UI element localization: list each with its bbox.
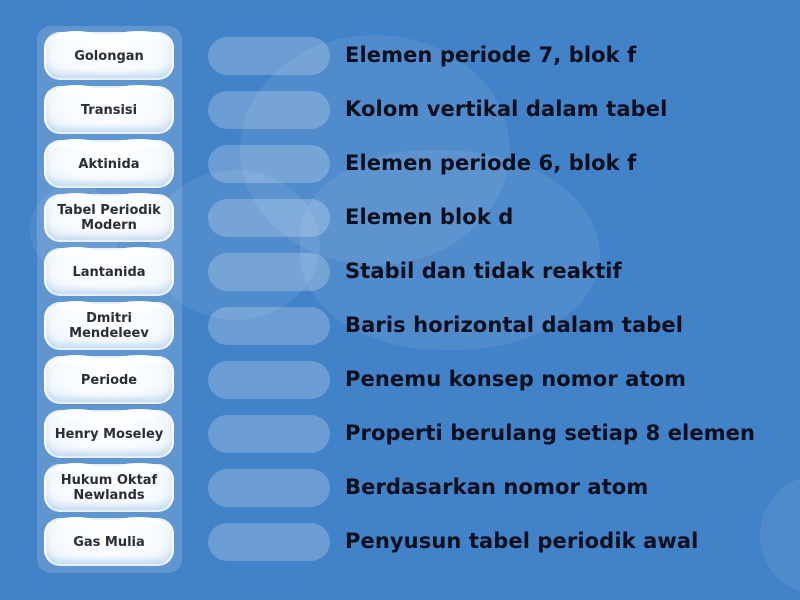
drop-slot-6[interactable] [208, 307, 330, 345]
drop-slot-7[interactable] [208, 361, 330, 399]
answer-card-lantanida[interactable] [46, 250, 172, 294]
question-prompt-9: Berdasarkan nomor atom [345, 475, 649, 499]
answer-card-label: Tabel Periodik Modern [57, 203, 161, 233]
answer-card-label: Dmitri Mendeleev [69, 311, 149, 341]
drop-slot-5[interactable] [208, 253, 330, 291]
answer-card-tabel-periodik-modern[interactable] [46, 196, 172, 240]
answer-card-label: Lantanida [72, 264, 146, 280]
drop-slot-4[interactable] [208, 199, 330, 237]
question-prompt-2: Kolom vertikal dalam tabel [345, 97, 668, 121]
drop-slot-9[interactable] [208, 469, 330, 507]
background-cloud [760, 475, 800, 595]
question-prompt-1: Elemen periode 7, blok f [345, 43, 637, 67]
drop-slot-8[interactable] [208, 415, 330, 453]
question-prompt-8: Properti berulang setiap 8 elemen [345, 421, 756, 445]
answer-card-aktinida[interactable] [46, 142, 172, 186]
answer-card-transisi[interactable] [46, 88, 172, 132]
drop-slot-1[interactable] [208, 37, 330, 75]
question-prompt-4: Elemen blok d [345, 205, 514, 229]
answer-card-henry-moseley[interactable] [46, 412, 172, 456]
drop-slot-10[interactable] [208, 523, 330, 561]
answer-card-label: Transisi [80, 102, 138, 118]
answer-card-golongan[interactable] [46, 34, 172, 78]
answer-card-label: Henry Moseley [54, 426, 164, 442]
question-prompt-6: Baris horizontal dalam tabel [345, 313, 684, 337]
answer-card-label: Gas Mulia [73, 534, 145, 550]
question-prompt-7: Penemu konsep nomor atom [345, 367, 687, 391]
question-prompt-3: Elemen periode 6, blok f [345, 151, 637, 175]
drop-slot-2[interactable] [208, 91, 330, 129]
question-prompt-5: Stabil dan tidak reaktif [345, 259, 622, 283]
answer-card-label: Periode [80, 372, 138, 388]
answer-card-gas-mulia[interactable] [46, 520, 172, 564]
question-prompt-10: Penyusun tabel periodik awal [345, 529, 699, 553]
answer-card-label: Golongan [74, 48, 144, 64]
drop-slot-3[interactable] [208, 145, 330, 183]
answer-card-label: Aktinida [78, 156, 140, 172]
answer-card-label: Hukum Oktaf Newlands [60, 473, 158, 503]
answer-card-periode[interactable] [46, 358, 172, 402]
answer-card-hukum-oktaf-newlands[interactable] [46, 466, 172, 510]
answer-card-dmitri-mendeleev[interactable] [46, 304, 172, 348]
